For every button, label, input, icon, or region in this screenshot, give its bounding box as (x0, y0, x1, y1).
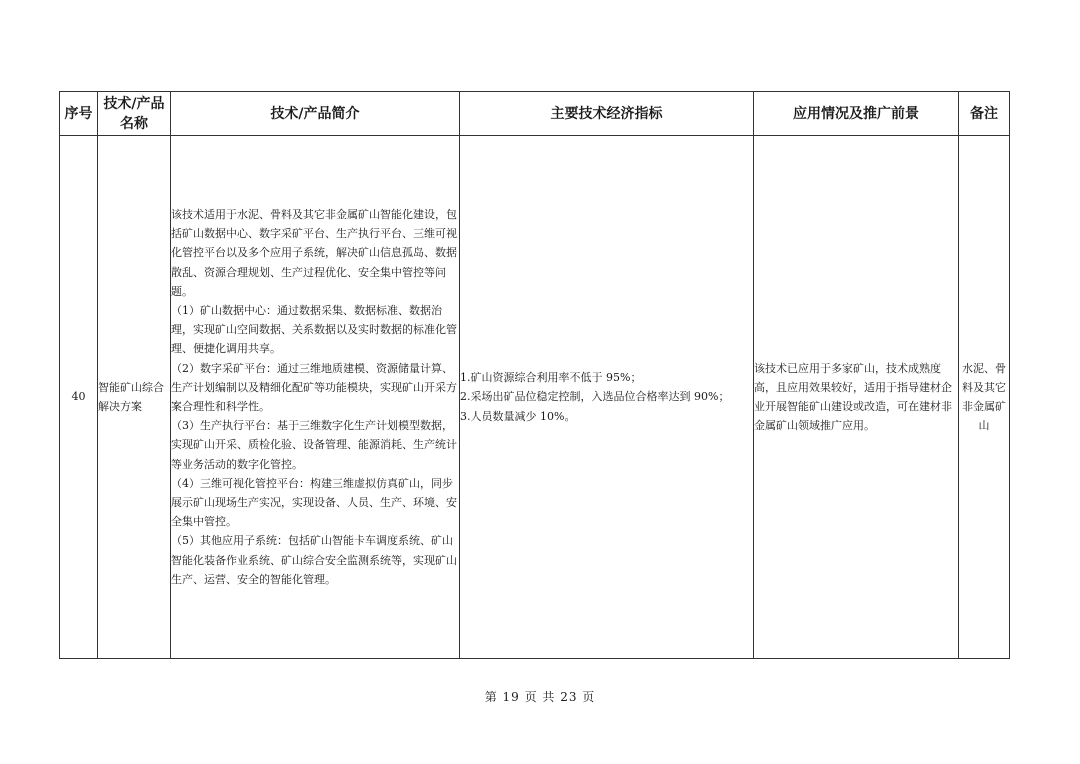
economic-metrics (460, 136, 754, 659)
header-remark: 备注 (959, 92, 1010, 136)
application-prospect: 该技术已应用于多家矿山，技术成熟度高，且应用效果较好，适用于指导建材企业开展智能矿山建设或改造，可在建材非金属矿山领域推广应用。 (754, 136, 959, 659)
intro-paragraph: （2）数字采矿平台：通过三维地质建模、资源储量计算、生产计划编制以及精细化配矿等功能模块，实现矿山开采方案合理性和科学性。 (171, 361, 457, 413)
metric-item: 3.人员数量减少 10%。 (460, 409, 576, 423)
header-intro: 技术/产品简介 (171, 92, 460, 136)
product-name: 智能矿山综合解决方案 (98, 136, 171, 659)
intro-paragraph: （4）三维可视化管控平台：构建三维虚拟仿真矿山，同步展示矿山现场生产实况，实现设备、人员、生产、环境、安全集中管控。 (171, 476, 457, 529)
table-row (60, 136, 1010, 659)
header-no: 序号 (60, 92, 98, 136)
metric-item: 1.矿山资源综合利用率不低于 95%； (460, 371, 642, 385)
product-table (59, 91, 1010, 659)
intro-paragraph: 该技术适用于水泥、骨料及其它非金属矿山智能化建设，包括矿山数据中心、数字采矿平台、生产执行平台、三维可视化管控平台以及多个应用子系统，解决矿山信息孤岛、数据散乱、资源合理规划、生产过程优化、安全集中管控等问题。 (171, 207, 457, 298)
metric-item: 2.采场出矿品位稳定控制，入选品位合格率达到 90%； (460, 390, 730, 404)
intro-paragraph: （5）其他应用子系统：包括矿山智能卡车调度系统、矿山智能化装备作业系统、矿山综合安全监测系统等，实现矿山生产、运营、安全的智能化管理。 (171, 534, 457, 586)
page-number: 第 19 页 共 23 页 (484, 690, 596, 704)
remark: 水泥、骨料及其它非金属矿山 (959, 136, 1010, 659)
table-header-row (60, 92, 1010, 136)
intro-paragraph: （3）生产执行平台：基于三维数字化生产计划模型数据，实现矿山开采、质检化验、设备管理、能源消耗、生产统计等业务活动的数字化管控。 (171, 419, 457, 471)
header-name: 技术/产品名称 (98, 92, 171, 136)
header-application: 应用情况及推广前景 (754, 92, 959, 136)
row-number: 40 (60, 136, 98, 659)
header-metrics: 主要技术经济指标 (460, 92, 754, 136)
product-intro (171, 136, 460, 659)
intro-paragraph: （1）矿山数据中心：通过数据采集、数据标准、数据治理，实现矿山空间数据、关系数据以及实时数据的标准化管理、便捷化调用共享。 (171, 303, 457, 356)
